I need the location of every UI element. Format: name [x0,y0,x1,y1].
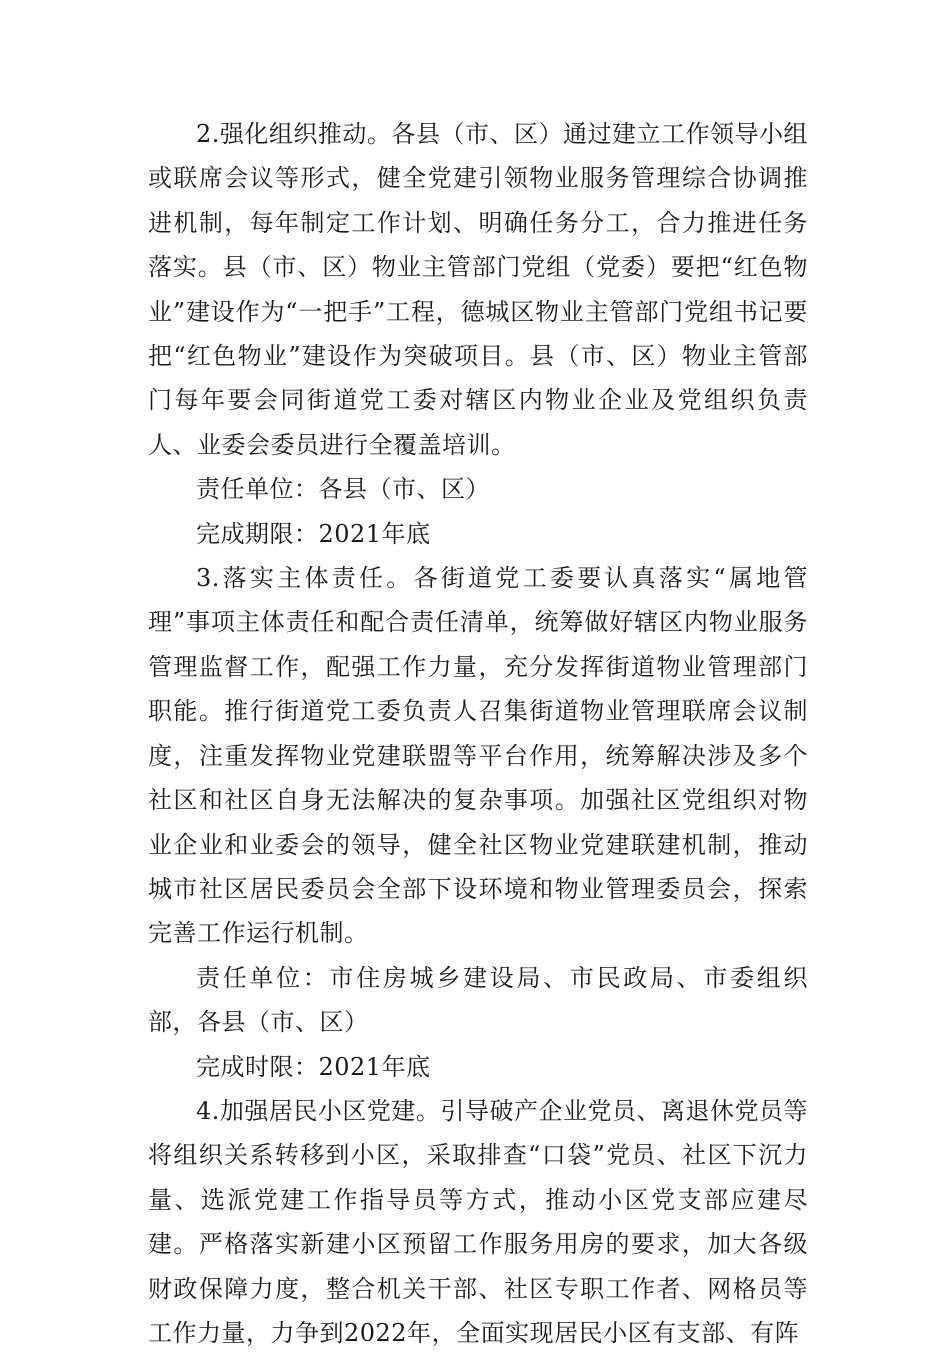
paragraph-deadline: 完成时限：2021年底 [196,1052,431,1081]
paragraph-responsible-unit: 责任单位：市住房城乡建设局、市民政局、市委组织部，各县（市、区） [148,963,808,1037]
document-page [148,112,808,1355]
paragraph-community-party-building: 4.加强居民小区党建。引导破产企业党员、离退休党员等将组织关系转移到小区，采取排查“口袋”党员、社区下沉力量、选派党建工作指导员等方式，推动小区党支部应建尽建。严格落实新建小区预留工作服务用房的要求，加大各级财政保障力度，整合机关干部、社区专职工作者、网格员等工作力量，力争到2022年，全面实现居民小区有支部、有阵 [148,1096,808,1347]
paragraph-strengthen-organization: 2.强化组织推动。各县（市、区）通过建立工作领导小组或联席会议等形式，健全党建引领物业服务管理综合协调推进机制，每年制定工作计划、明确任务分工，合力推进任务落实。县（市、区）物业主管部门党组（党委）要把“红色物业”建设作为“一把手”工程，德城区物业主管部门党组书记要把“红色物业”建设作为突破项目。县（市、区）物业主管部门每年要会同街道党工委对辖区内物业企业及党组织负责人、业委会委员进行全覆盖培训。 [148,120,808,459]
paragraph-responsible-unit: 责任单位：各县（市、区） [196,475,490,504]
paragraph-deadline: 完成期限：2021年底 [196,519,431,548]
paragraph-implement-responsibility: 3.落实主体责任。各街道党工委要认真落实“属地管理”事项主体责任和配合责任清单，统筹做好辖区内物业服务管理监督工作，配强工作力量，充分发挥街道物业管理部门职能。推行街道党工委负责人召集街道物业管理联席会议制度，注重发挥物业党建联盟等平台作用，统筹解决涉及多个社区和社区自身无法解决的复杂事项。加强社区党组织对物业企业和业委会的领导，健全社区物业党建联建机制，推动城市社区居民委员会全部下设环境和物业管理委员会，探索完善工作运行机制。 [148,564,808,948]
